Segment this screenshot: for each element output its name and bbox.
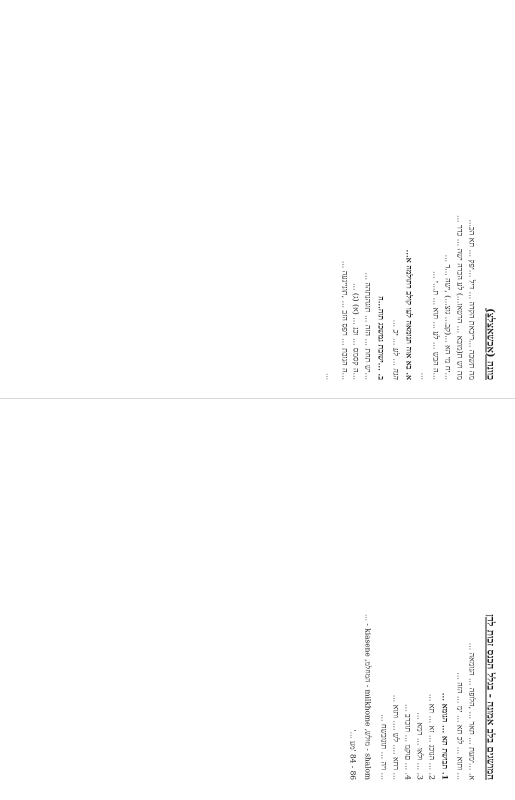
lower-item: 3. ... ולאו ... רמא ...: [415, 712, 425, 780]
footnote-reference: 86 - 84 'מע ...': [347, 729, 357, 780]
section-b-line: ...ה הנובת ... רפס הזב ... ,תוניינעה ...: [339, 260, 349, 380]
section-a-heading: א. בא אוה תנומאה לעו קולב רתולמה א...: [404, 249, 414, 380]
lower-item: 4. ... םוקמ ... תוכרב ...: [403, 704, 413, 780]
upper-line: ...יח מי הא ...(קב... גוצ...) ,ישה ...ד ...: [443, 254, 453, 380]
upper-page-content: [12, 8, 503, 388]
section-b-line: ...ה קסמס ... וכנ ... (א) (ג) ...: [351, 282, 361, 380]
lower-item: 2. ... הנוכנ ... זא ... תא ...: [427, 693, 437, 780]
closing-line: ... ויה ... תונובשח ...: [379, 714, 389, 780]
upper-line: ...ה הבש ... לע ... תוא ... ת...י ...: [431, 271, 441, 380]
lower-item-1: 1. תבושת תא ... הנומא ...: [440, 692, 450, 780]
upper-line: מה תשבה ...ריבאת הקדה ... דיל ...יפק ... תא הכ...: [467, 219, 477, 380]
upper-page: [12, 8, 503, 388]
lower-page-heading: המושגים בלב אמונה - בגלל הכנס זכות לדן: [484, 614, 495, 780]
lower-page-content: [12, 408, 503, 788]
upper-line: ...: [419, 372, 429, 380]
upper-page-number: ...: [323, 372, 333, 380]
closing-line: ... רחא .... לש .... ותוא ...: [391, 694, 401, 780]
page-divider: [0, 398, 515, 399]
upper-page-heading: כוונה (אכשאצלצ): [484, 308, 495, 380]
section-a-note: הנה ... לע ... יכ ...: [391, 319, 401, 380]
footnote-english: shalom - מולש, milkhome - המחלמ, kiasene - ...: [363, 613, 373, 780]
section-b-heading: ב. ...ישובת גמשכג תוה...ה: [376, 296, 386, 380]
lower-line: א. ...ימעת ... תאר ... ,הלופה ... הנומאה ...: [467, 642, 477, 780]
lower-page: [12, 408, 503, 788]
upper-line: מה וש ת(מובא ... הרטאז...) לע הכרה ישה ... כדר ...: [455, 214, 465, 380]
lower-line: ... ותוא ... לכ תא ... ימ ... הזה ...: [455, 672, 465, 780]
section-b-line: ...יש תחת ... הזה ... תוגהנתהה ...: [363, 272, 373, 380]
